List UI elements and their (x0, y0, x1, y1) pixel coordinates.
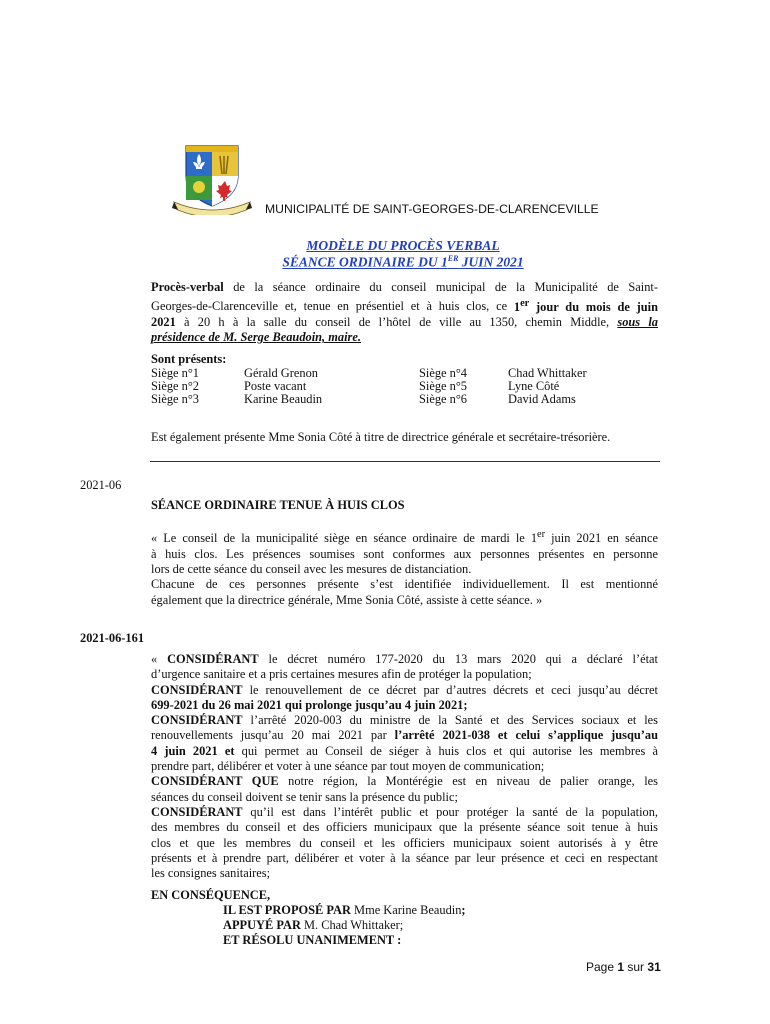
considerant-bold: l’arrêté 2021-038 et celui s’applique jusqu’au (394, 728, 658, 743)
municipality-name: MUNICIPALITÉ DE SAINT-GEORGES-DE-CLARENCEVILLE (265, 202, 599, 216)
considerant-text: le renouvellement de ce décret par d’autres décrets et ceci jusqu’au décret (242, 682, 658, 697)
considerant-text: qui permet au Conseil de siéger à huis clos et qui autorise les membres à (234, 743, 658, 758)
section1-line: également que la directrice générale, Mme Sonia Côté, assiste à cette séance. » (151, 592, 543, 607)
seat-label: Siège n°5 (419, 379, 467, 393)
page-number: 1 (617, 960, 625, 974)
also-present-text: Est également présente Mme Sonia Côté à titre de directrice générale et secrétaire-trésorière. (151, 430, 611, 444)
considerant-line: prendre part, délibérer et voter à une séance par tout moyen de communication; (151, 759, 545, 774)
proposed-end: ; (461, 903, 466, 917)
municipal-logo (172, 140, 252, 215)
intro-date (513, 297, 658, 314)
proposed-label: IL EST PROPOSÉ PAR (223, 903, 351, 917)
seconded-line (223, 918, 403, 933)
intro-date-sup: er (520, 297, 530, 309)
intro-paragraph (151, 280, 658, 346)
councillor-name: Poste vacant (244, 379, 307, 393)
considerant-line: présents et à prendre part, délibérer et voter à la séance par leur présence et ceci en respectant (151, 850, 658, 865)
document-subtitle (150, 254, 656, 271)
intro-date-day: 1 (513, 299, 521, 314)
seat-label: Siège n°2 (151, 379, 199, 393)
resolution-number: 2021-06 (80, 478, 122, 492)
attendance-heading: Sont présents: (151, 352, 227, 366)
seat-label: Siège n°4 (419, 366, 467, 380)
considerant-text: « (151, 652, 168, 666)
subtitle-part: JUIN 2021 (458, 254, 524, 270)
councillor-name: Karine Beaudin (244, 392, 323, 406)
intro-text: à 20 h à la salle du conseil de l’hôtel de ville au 1350, chemin Middle, (175, 314, 618, 329)
considerant-line: d’urgence sanitaire et a pris certaines mesures afin de protéger la population; (151, 667, 532, 682)
councillor-name: Chad Whittaker (508, 366, 587, 380)
section1-line: Chacune de ces personnes présente s’est identifiée individuellement. Il est mentionné (151, 577, 658, 592)
intro-line (151, 280, 658, 295)
considerant-line: 699-2021 du 26 mai 2021 qui prolonge jusqu’au 4 juin 2021; (151, 697, 468, 712)
considerant-label: CONSIDÉRANT (151, 682, 243, 697)
subtitle-superscript: ER (447, 254, 459, 263)
seat-label: Siège n°3 (151, 392, 199, 406)
section1-text: juin 2021 en séance (545, 531, 658, 546)
considerant-line: séances du conseil doivent se tenir sans la présence du public; (151, 789, 458, 804)
considerant-label: CONSIDÉRANT (151, 713, 243, 728)
page-of-label: sur (624, 960, 648, 974)
considerant-bold: 4 juin 2021 et (151, 743, 235, 758)
proposed-name: Mme Karine Beaudin (350, 903, 462, 917)
page-total: 31 (647, 960, 661, 974)
considerant-line: clos et que les membres du conseil et les officiers municipaux soient autorisés à y être (151, 835, 658, 850)
considerant-line (151, 652, 658, 667)
section1-paragraph (151, 527, 658, 608)
section-heading: SÉANCE ORDINAIRE TENUE À HUIS CLOS (151, 498, 405, 512)
intro-line (151, 315, 658, 330)
considerant-text: l’arrêté 2020-003 du ministre de la Santé et des Services sociaux et les (242, 713, 658, 728)
presidence-text: présidence de M. Serge Beaudoin, maire. (151, 330, 361, 345)
proposed-line (223, 903, 466, 918)
considerant-line (151, 744, 658, 759)
considerant-label: CONSIDÉRANT (151, 804, 243, 819)
intro-date-rest: jour du mois de juin (529, 299, 658, 314)
considerant-text: notre région, la Montérégie est en niveau de palier orange, les (278, 774, 658, 789)
considerant-line (151, 805, 658, 820)
considerant-line (151, 774, 658, 789)
page-label: Page (586, 960, 618, 974)
considerant-line (151, 683, 658, 698)
section1-line: à huis clos. Les présences soumises sont conformes aux personnes présentes en personne (151, 546, 658, 561)
intro-text: Georges-de-Clarenceville et, tenue en présentiel et à huis clos, ce (151, 299, 514, 314)
attendance-table (151, 366, 671, 411)
considerant-label: CONSIDÉRANT QUE (151, 774, 279, 789)
resolution-number: 2021-06-161 (80, 631, 145, 645)
page-counter (586, 960, 661, 974)
considerant-line: les consignes sanitaires; (151, 866, 271, 881)
seconded-label: APPUYÉ PAR (223, 918, 301, 932)
attendance-block (151, 353, 226, 366)
seconded-name: M. Chad Whittaker; (300, 918, 404, 932)
seat-label: Siège n°1 (151, 366, 199, 380)
seat-label: Siège n°6 (419, 392, 467, 406)
document-title: MODÈLE DU PROCÈS VERBAL (306, 238, 500, 253)
resolved-line: ET RÉSOLU UNANIMEMENT : (223, 933, 402, 947)
section2-paragraph (151, 652, 658, 881)
intro-text: de la séance ordinaire du conseil municipal de la Municipalité de Saint- (223, 280, 658, 294)
section1-line: lors de cette séance du conseil avec les mesures de distanciation. (151, 561, 472, 576)
councillor-name: Lyne Côté (508, 379, 560, 393)
considerant-text: qu’il est dans l’intérêt public et pour protéger la santé de la population, (242, 804, 658, 819)
councillor-name: David Adams (508, 392, 576, 406)
considerant-line: des membres du conseil et des officiers municipaux que la présente séance soit tenue à huis (151, 820, 658, 835)
section-divider (150, 461, 660, 462)
presidence-text: sous la (617, 314, 659, 329)
proces-verbal-label: Procès-verbal (151, 280, 224, 294)
section1-line (151, 527, 658, 547)
section1-sup: er (537, 529, 546, 540)
considerant-label: CONSIDÉRANT (167, 652, 259, 666)
section1-text: « Le conseil de la municipalité siège en séance ordinaire de mardi le 1 (151, 531, 538, 546)
intro-line (151, 330, 658, 345)
considerant-line (151, 713, 658, 728)
consequence-heading: EN CONSÉQUENCE, (151, 888, 271, 902)
intro-line (151, 295, 658, 315)
considerant-text: le décret numéro 177-2020 du 13 mars 2020 qui a déclaré l’état (258, 652, 658, 666)
considerant-text: renouvellements jusqu’au 20 mai 2021 par (151, 728, 395, 743)
councillor-name: Gérald Grenon (244, 366, 318, 380)
intro-year: 2021 (151, 314, 176, 329)
considerant-line (151, 728, 658, 743)
subtitle-part: SÉANCE ORDINAIRE DU 1 (282, 254, 448, 270)
